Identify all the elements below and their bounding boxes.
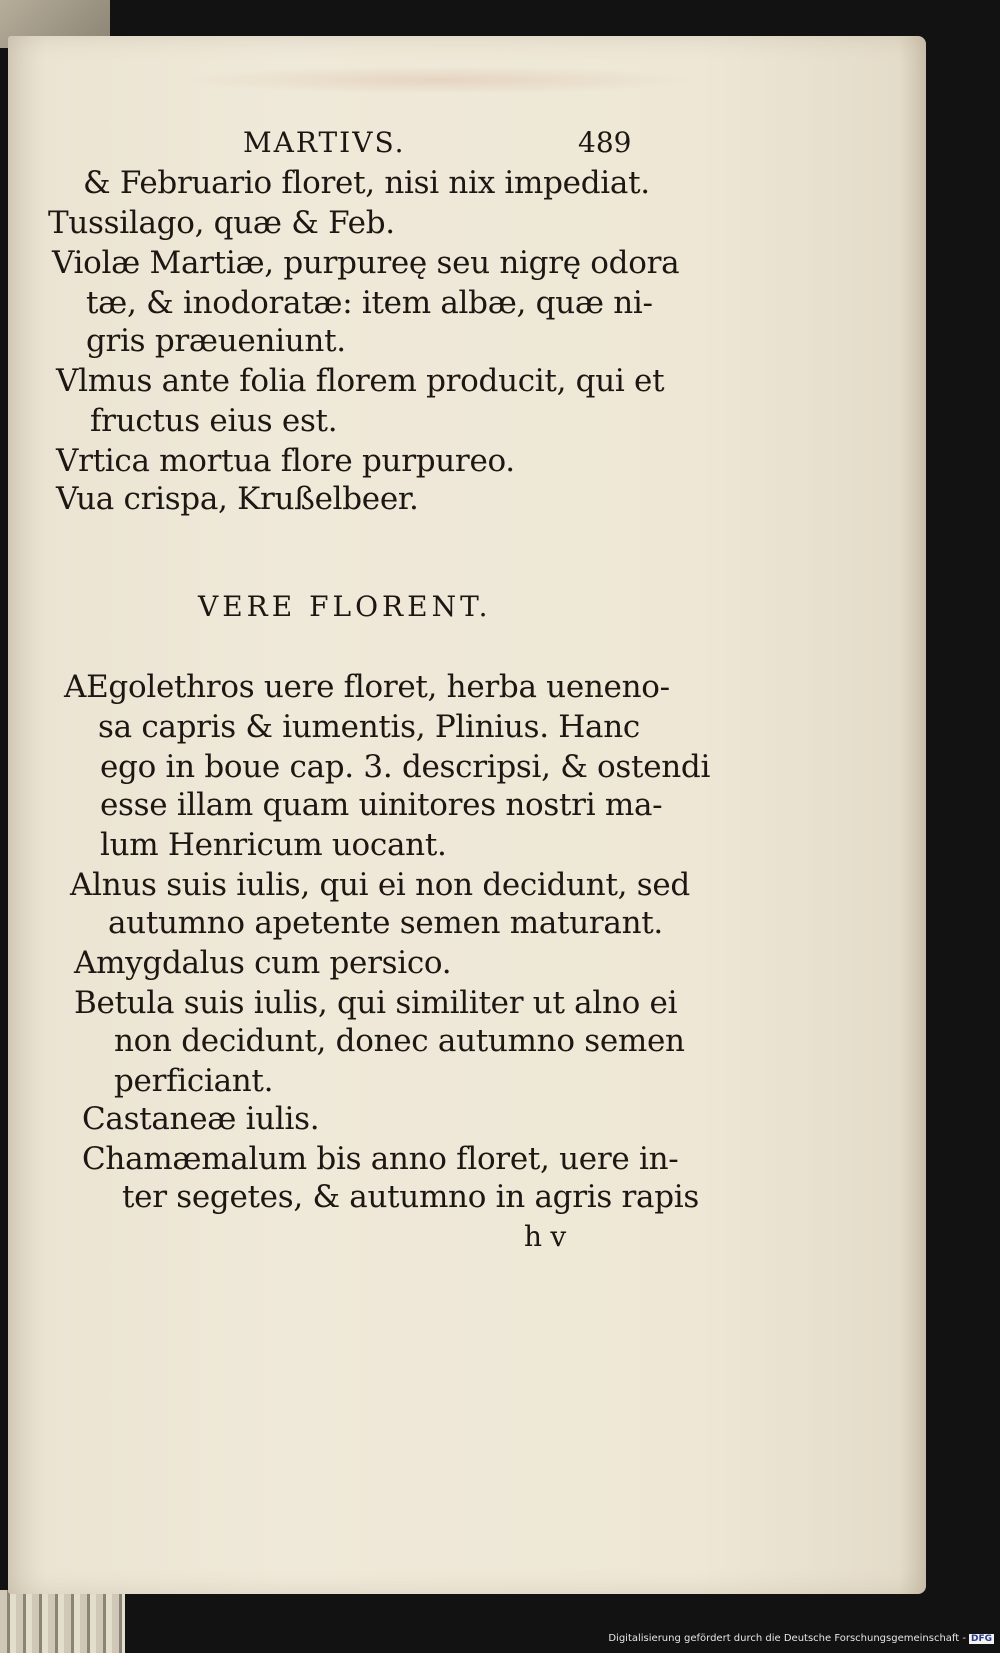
text-line: gris præueniunt. <box>86 323 346 359</box>
page-number: 489 <box>578 126 632 159</box>
book-page <box>8 36 926 1594</box>
text-line: autumno apetente semen maturant. <box>108 905 663 941</box>
text-line: ter segetes, & autumno in agris rapis <box>122 1179 699 1215</box>
text-line: Betula suis iulis, qui similiter ut alno ei <box>74 985 678 1021</box>
digitization-credit-text: Digitalisierung gefördert durch die Deutsche Forschungsgemeinschaft - <box>608 1633 966 1644</box>
text-line: Tussilago, quæ & Feb. <box>48 205 395 241</box>
book-spine-bottom <box>0 1590 125 1653</box>
text-line: AEgolethros uere floret, herba ueneno- <box>64 669 670 705</box>
text-line: sa capris & iumentis, Plinius. Hanc <box>98 709 640 745</box>
text-line: Alnus suis iulis, qui ei non decidunt, sed <box>70 867 690 903</box>
text-line: perficiant. <box>114 1063 274 1099</box>
running-head <box>48 126 688 166</box>
text-line: esse illam quam uinitores nostri ma- <box>100 787 663 823</box>
dfg-logo: DFG <box>970 1634 992 1644</box>
digitization-credit <box>608 1633 994 1644</box>
running-head-title: MARTIVS. <box>243 126 406 159</box>
text-line: Castaneæ iulis. <box>82 1101 320 1137</box>
signature-mark: h v <box>524 1220 566 1253</box>
text-line: Chamæmalum bis anno floret, uere in- <box>82 1141 679 1177</box>
text-line: Vlmus ante folia florem producit, qui et <box>56 363 665 399</box>
text-line: & Februario floret, nisi nix impediat. <box>83 165 650 201</box>
page-stain <box>178 66 698 94</box>
text-line: tæ, & inodoratæ: item albæ, quæ ni- <box>86 285 653 321</box>
text-line: fructus eius est. <box>90 403 338 439</box>
text-line: Violæ Martiæ, purpureę seu nigrę odora <box>52 245 680 281</box>
text-line: Amygdalus cum persico. <box>74 945 452 981</box>
text-line: Vrtica mortua flore purpureo. <box>56 443 515 479</box>
text-line: ego in boue cap. 3. descripsi, & ostendi <box>100 749 711 785</box>
section-heading: VERE FLORENT. <box>198 590 492 623</box>
text-line: non decidunt, donec autumno semen <box>114 1023 685 1059</box>
text-line: lum Henricum uocant. <box>100 827 447 863</box>
text-line: Vua crispa, Krußelbeer. <box>56 481 419 517</box>
